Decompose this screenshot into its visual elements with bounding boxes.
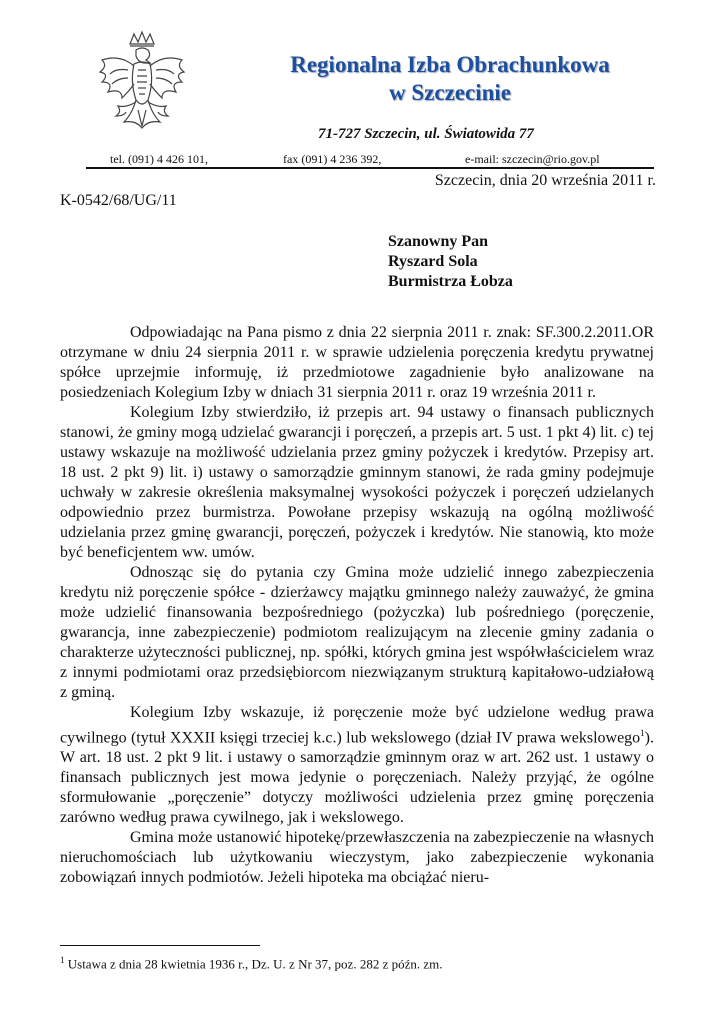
org-name-line1: Regionalna Izba Obrachunkowa: [290, 52, 610, 77]
paragraph-3: Odnosząc się do pytania czy Gmina może udzielić innego zabezpieczenia kredytu niż poręczenie spółce - dzierżawcy majątku gminnego należy zauważyć, że gmina może udzielić finansowania bezpośredniego (pożyczka) lub pośredniego (poręczenie, gwarancja, inne zabezpieczenie) podmiotom realizującym na zlecenie gminy zadania o charakterze użyteczności publicznej, np. spółki, których gmina jest współwłaścicielem wraz z innymi podmiotami oraz przedsiębiorcom niezwiązanym strukturą kapitałowo-udziałową z gminą.: [60, 564, 654, 701]
org-address: 71-727 Szczecin, ul. Światowida 77: [318, 126, 534, 142]
addressee-title: Burmistrza Łobza: [388, 273, 513, 290]
paragraph-2: Kolegium Izby stwierdziło, iż przepis art. 94 ustawy o finansach publicznych stanowi, że gminy mogą udzielać gwarancji i poręczeń, a przepis art. 5 ust. 1 pkt 4) lit. c) tej ustawy wskazuje na możliwość udzielania przez gminy pożyczek i kredytów. Przepisy art. 18 ust. 2 pkt 9) lit. i) ustawy o samorządzie gminnym stanowi, że rada gminy podejmuje uchwały w zakresie określenia maksymalnej wysokości pożyczek i poręczeń udzielanych odpowiednio przez burmistrza. Powołane przepisy wskazują na ogólną możliwość udzielania przez gminę gwarancji, poręczeń, pożyczek i kredytów. Nie stanowią, kto może być beneficjentem ww. umów.: [60, 404, 654, 561]
paragraph-1: Odpowiadając na Pana pismo z dnia 22 sierpnia 2011 r. znak: SF.300.2.2011.OR otrzymane w dniu 24 sierpnia 2011 r. w sprawie udzielenia poręczenia kredytu prywatnej spółce uprzejmie informuję, iż przedmiotowe zagadnienie było analizowane na posiedzeniach Kolegium Izby w dniach 31 sierpnia 2011 r. oraz 19 września 2011 r.: [60, 324, 654, 401]
footnote-reference: 1: [640, 728, 645, 738]
footnote-divider: [60, 945, 260, 946]
letter-body: [60, 323, 654, 888]
paragraph-4: [60, 703, 654, 828]
addressee-name: Ryszard Sola: [388, 253, 478, 270]
addressee-salutation: Szanowny Pan: [388, 233, 489, 250]
contact-fax: fax (091) 4 236 392,: [283, 152, 382, 166]
contact-email: e-mail: szczecin@rio.gov.pl: [465, 152, 600, 166]
place-and-date: Szczecin, dnia 20 września 2011 r.: [434, 172, 656, 189]
addressee-block: [388, 232, 513, 292]
paragraph-4-part-2: ). W art. 18 ust. 2 pkt 9 lit. i ustawy o samorządzie gminnym oraz w art. 262 ust. 1 ustawy o finansach publicznych jest mowa jedynie o poręczeniach. Należy przyjąć, że ogólne sformułowanie „poręczenie” dotyczy możliwości udzielenia przez gminę poręczenia zarówno według prawa cywilnego, jak i wekslowego.: [60, 729, 654, 827]
contact-phone: tel. (091) 4 426 101,: [110, 152, 208, 166]
header-divider: [86, 167, 654, 169]
footnote: [60, 955, 443, 972]
white-eagle-emblem-icon: [92, 30, 192, 148]
paragraph-5: Gmina może ustanowić hipotekę/przewłaszczenia na zabezpieczenie na własnych nieruchomościach lub użytkowaniu wieczystym, jako zabezpieczenie wykonania zobowiązań innych podmiotów. Jeżeli hipoteka ma obciążać nieru-: [60, 829, 654, 887]
org-name-line2: w Szczecinie: [389, 80, 511, 105]
reference-number: K-0542/68/UG/11: [60, 192, 177, 209]
paragraph-4-part-1: Kolegium Izby wskazuje, iż poręczenie może być udzielone według prawa cywilnego (tytuł XXXII księgi trzeciej k.c.) lub wekslowego (dział IV prawa wekslowego: [60, 704, 654, 747]
footnote-number: 1: [60, 955, 65, 965]
footnote-text: Ustawa z dnia 28 kwietnia 1936 r., Dz. U. z Nr 37, poz. 282 z późn. zm.: [64, 956, 443, 972]
